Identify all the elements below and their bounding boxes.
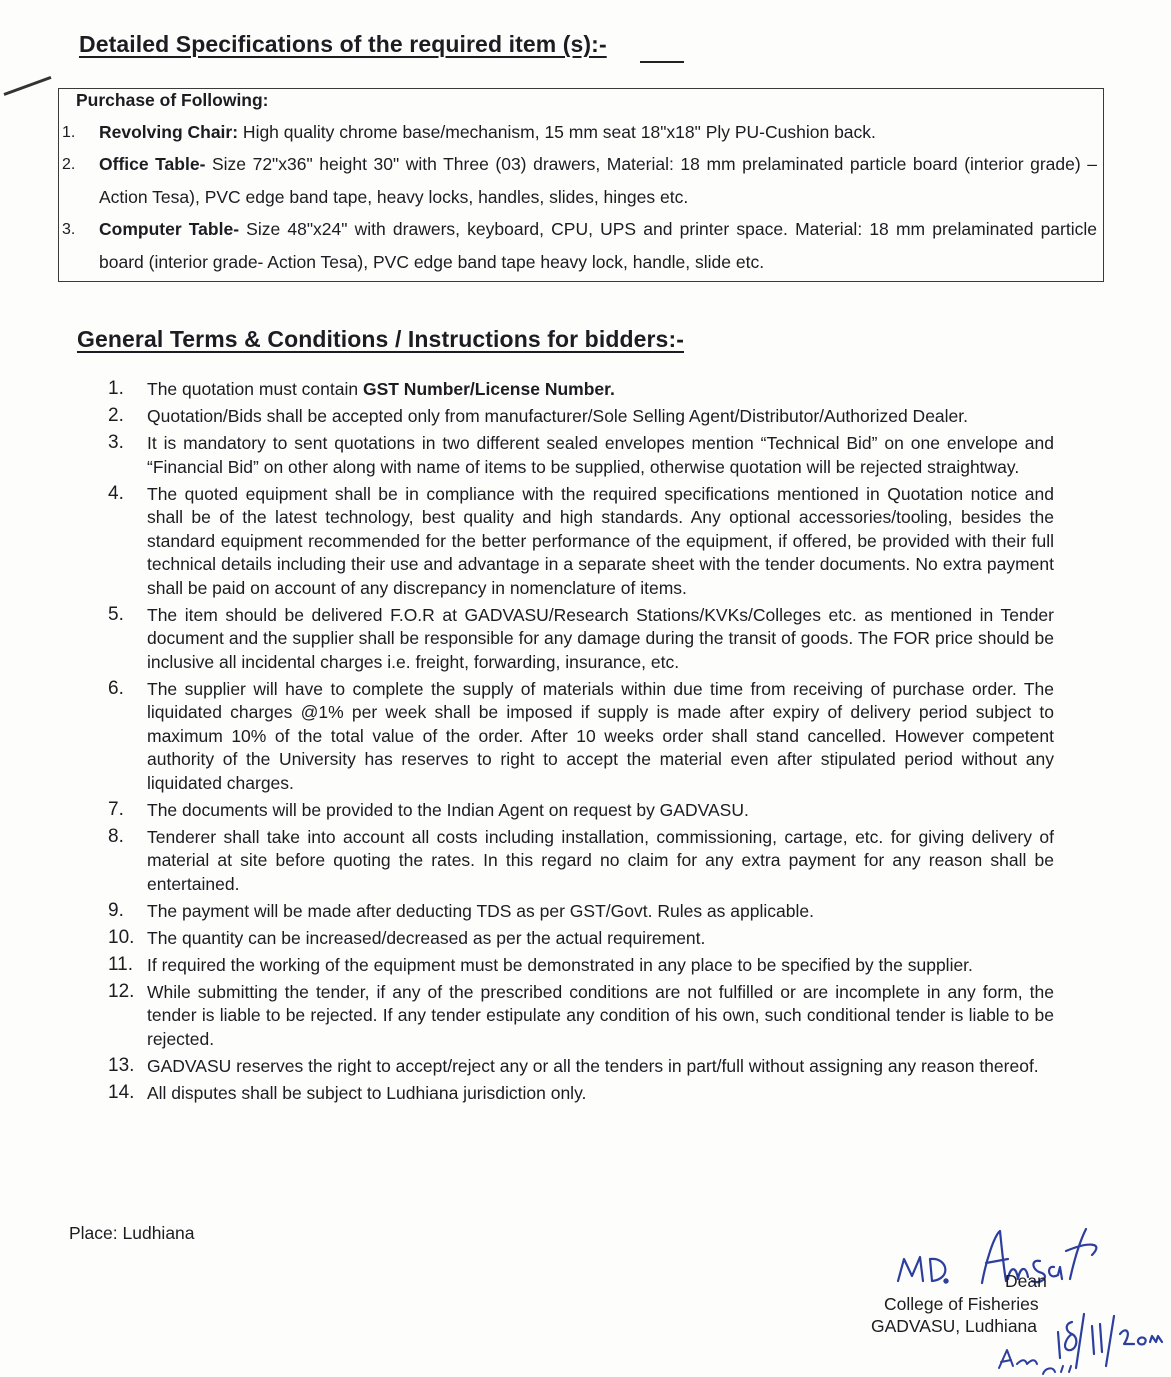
term-text: The item should be delivered F.O.R at GADVASU/Research Stations/KVKs/Colleges etc. as mentioned in Tender document and the supplier shall be responsible for any damage during the transit of goods. The FOR price should be inclusive all incidental charges i.e. freight, forwarding, insurance, etc. xyxy=(147,604,1054,672)
purchase-header: Purchase of Following: xyxy=(76,90,269,110)
term-item xyxy=(108,378,1054,402)
term-number: 1. xyxy=(108,378,124,399)
term-item xyxy=(108,954,1054,978)
spec-item-computer-table xyxy=(59,213,1097,279)
terms-list xyxy=(108,378,1054,1109)
term-number: 7. xyxy=(108,798,124,820)
term-text-bold: GST Number/License Number. xyxy=(362,379,615,399)
term-text: If required the working of the equipment must be demonstrated in any place to be specified by the supplier. xyxy=(147,954,973,975)
term-text: The supplier will have to complete the supply of materials within due time from receiving of purchase order. The liquidated charges @1% per week shall be imposed if supply is made after expiry of delivery period subject to maximum 10% of the total value of the order. After 10 weeks order shall stand cancelled. However competent authority of the University has reserves to right to accept the material even after stipulated period without any liquidated charges. xyxy=(147,678,1054,793)
term-number: 12. xyxy=(108,980,135,1002)
specifications-box xyxy=(58,88,1104,282)
term-item xyxy=(108,432,1054,479)
term-item xyxy=(108,1082,1054,1106)
term-number: 3. xyxy=(108,432,124,453)
pen-stroke-mark xyxy=(3,76,51,96)
term-number: 11. xyxy=(108,953,134,975)
term-text: GADVASU reserves the right to accept/reject any or all the tenders in part/full without assigning any reason thereof. xyxy=(147,1055,1039,1076)
term-number: 2. xyxy=(108,405,124,426)
term-text: Quotation/Bids shall be accepted only from manufacturer/Sole Selling Agent/Distributor/Authorized Dealer. xyxy=(147,406,969,426)
spec-item-title: Computer Table- xyxy=(99,219,240,239)
term-item xyxy=(108,900,1054,924)
spec-item-description: Size 48"x24" with drawers, keyboard, CPU, UPS and printer space. Material: 18 mm prelaminated particle board (interior grade- Action Tesa), PVC edge band tape heavy lock, handle, slide etc. xyxy=(99,219,1097,272)
term-number: 10. xyxy=(108,926,135,948)
specifications-heading: Detailed Specifications of the required item (s):- xyxy=(79,31,607,57)
spec-item-text xyxy=(99,116,1097,149)
term-text-plain: The quotation must contain xyxy=(147,379,363,399)
term-item xyxy=(108,799,1054,823)
spec-item-title: Revolving Chair: xyxy=(99,122,239,142)
term-number: 14. xyxy=(108,1081,135,1103)
spec-item-title: Office Table- xyxy=(99,154,206,174)
term-text: The quantity can be increased/decreased as per the actual requirement. xyxy=(147,927,706,948)
term-text xyxy=(147,378,1054,402)
term-item xyxy=(108,927,1054,951)
term-number: 9. xyxy=(108,899,124,921)
term-item xyxy=(108,981,1054,1052)
signatory-title: Dean xyxy=(1005,1271,1047,1291)
term-text: All disputes shall be subject to Ludhiana jurisdiction only. xyxy=(147,1082,587,1103)
handwritten-signature xyxy=(890,1221,1105,1291)
term-item xyxy=(108,1055,1054,1079)
term-item xyxy=(108,483,1054,601)
signatory-university: GADVASU, Ludhiana xyxy=(871,1316,1038,1336)
term-text: While submitting the tender, if any of the prescribed conditions are not fulfilled or are incomplete in any form, the tender is liable to be rejected. If any tender estipulate any condition of his own, such conditional tender is liable to be rejected. xyxy=(147,981,1054,1049)
term-text: The documents will be provided to the Indian Agent on request by GADVASU. xyxy=(147,799,749,820)
place-label: Place: Ludhiana xyxy=(69,1223,195,1243)
term-text: It is mandatory to sent quotations in two different sealed envelopes mention “Technical Bid” on one envelope and “Financial Bid” on other along with name of items to be supplied, otherwise quotation will be rejected straightway. xyxy=(147,433,1054,477)
term-number: 4. xyxy=(108,482,124,504)
signatory-college: College of Fisheries xyxy=(884,1294,1039,1314)
term-text: Tenderer shall take into account all costs including installation, commissioning, cartage, etc. for giving delivery of material at site before quoting the rates. In this regard no claim for any extra payment for any reason shall be entertained. xyxy=(147,826,1054,894)
spec-item-description: Size 72"x36" height 30" with Three (03) drawers, Material: 18 mm prelaminated particle board (interior grade) – Action Tesa), PVC edge band tape, heavy locks, handles, slides, hinges etc. xyxy=(99,154,1097,207)
term-item xyxy=(108,405,1054,429)
term-text: The quoted equipment shall be in compliance with the required specifications mentioned in Quotation notice and shall be of the latest technology, best quality and high standards. Any optional accessories/tooling, besides the standard equipment recommended for the better performance of the equipment, if offered, be provided with their full technical details including their use and advantage in a separate sheet with the tender documents. No extra payment shall be paid on account of any discrepancy in nomenclature of items. xyxy=(147,483,1054,598)
spec-item-revolving-chair xyxy=(59,116,1097,149)
term-item xyxy=(108,604,1054,675)
term-number: 13. xyxy=(108,1054,135,1076)
heading-underline-extension xyxy=(640,61,684,63)
term-number: 8. xyxy=(108,825,124,847)
spec-item-description: High quality chrome base/mechanism, 15 mm seat 18"x18" Ply PU-Cushion back. xyxy=(238,122,876,142)
term-item xyxy=(108,826,1054,897)
spec-item-number: 1. xyxy=(62,124,76,141)
term-number: 5. xyxy=(108,603,124,625)
spec-item-number: 2. xyxy=(62,156,76,173)
term-number: 6. xyxy=(108,677,124,699)
handwritten-initials xyxy=(995,1342,1085,1377)
terms-heading: General Terms & Conditions / Instructions for bidders:- xyxy=(77,326,684,352)
spec-item-text xyxy=(99,213,1097,279)
term-text: The payment will be made after deducting TDS as per GST/Govt. Rules as applicable. xyxy=(147,900,814,921)
spec-item-text xyxy=(99,148,1097,214)
spec-item-number: 3. xyxy=(62,221,76,238)
spec-item-office-table xyxy=(59,148,1097,214)
term-item xyxy=(108,678,1054,796)
